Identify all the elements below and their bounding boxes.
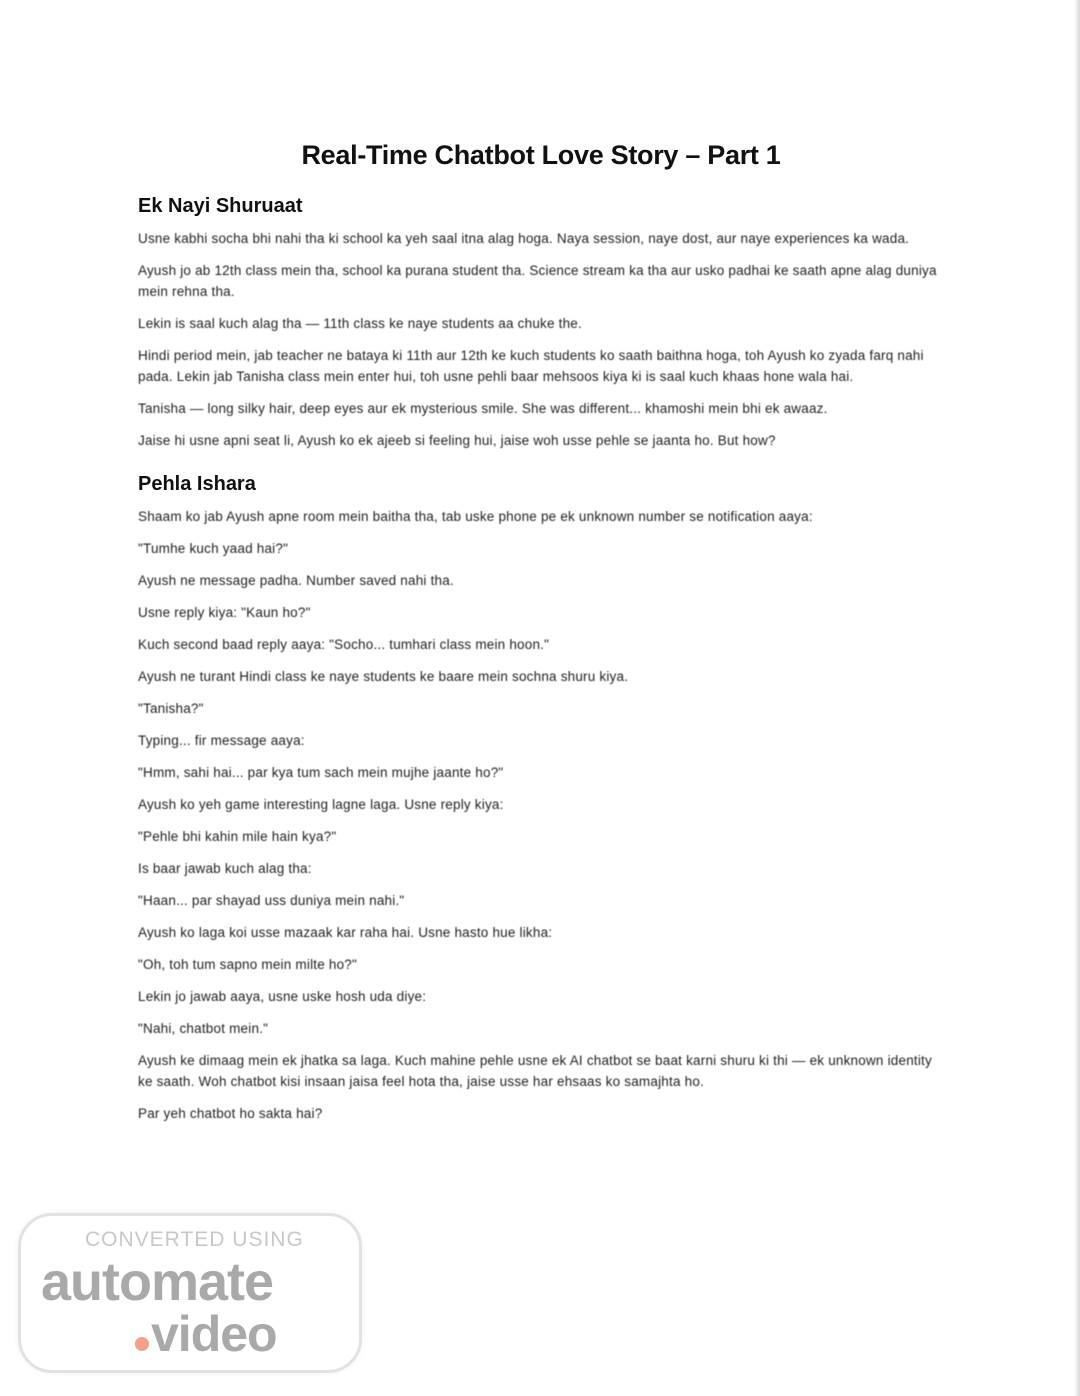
paragraph: Usne reply kiya: "Kaun ho?" xyxy=(138,605,311,620)
paragraph: "Pehle bhi kahin mile hain kya?" xyxy=(138,829,337,844)
paragraph: "Nahi, chatbot mein." xyxy=(138,1021,269,1036)
document-page xyxy=(138,140,938,1124)
dot-icon xyxy=(135,1337,149,1351)
paragraph: "Tanisha?" xyxy=(138,701,204,716)
paragraph: "Hmm, sahi hai... par kya tum sach mein mujhe jaante ho?" xyxy=(138,765,504,780)
paragraph: Tanisha — long silky hair, deep eyes aur ek mysterious smile. She was different... khamoshi mein bhi ek awaaz. xyxy=(138,401,828,416)
paragraph: Hindi period mein, jab teacher ne bataya ki 11th aur 12th ke kuch students ko saath baithna hoga, toh Ayush ko zyada farq nahi pada. Lekin jab Tanisha class mein enter hui, toh usne pehli baar mehsoos kiya ki is saal kuch khaas hone wala hai. xyxy=(138,348,924,384)
paragraph: Ayush ko yeh game interesting lagne laga. Usne reply kiya: xyxy=(138,797,504,812)
watermark-domain xyxy=(135,1308,277,1360)
paragraph: "Tumhe kuch yaad hai?" xyxy=(138,541,289,556)
paragraph: Kuch second baad reply aaya: "Socho... tumhari class mein hoon." xyxy=(138,637,550,652)
paragraph: Ayush ko laga koi usse mazaak kar raha hai. Usne hasto hue likha: xyxy=(138,925,553,940)
paragraph: Typing... fir message aaya: xyxy=(138,733,305,748)
paragraph: Shaam ko jab Ayush apne room mein baitha tha, tab uske phone pe ek unknown number se notification aaya: xyxy=(138,509,813,524)
paragraph: Par yeh chatbot ho sakta hai? xyxy=(138,1106,323,1121)
document-title: Real-Time Chatbot Love Story – Part 1 xyxy=(301,140,781,170)
section-body-ek-nayi-shuruaat xyxy=(138,228,938,451)
paragraph: Ayush jo ab 12th class mein tha, school ka purana student tha. Science stream ka tha aur usko padhai ke saath apne alag duniya mein rehna tha. xyxy=(138,263,937,299)
section-heading: Pehla Ishara xyxy=(138,473,256,495)
paragraph: Lekin is saal kuch alag tha — 11th class ke naye students aa chuke the. xyxy=(138,316,582,331)
paragraph: Ayush ne turant Hindi class ke naye students ke baare mein sochna shuru kiya. xyxy=(138,669,629,684)
paragraph: "Oh, toh tum sapno mein milte ho?" xyxy=(138,957,357,972)
section-body-pehla-ishara xyxy=(138,506,938,1124)
paragraph: Ayush ke dimaag mein ek jhatka sa laga. Kuch mahine pehle usne ek AI chatbot se baat karni shuru ki thi — ek unknown identity ke saath. Woh chatbot kisi insaan jaisa feel hota tha, jaise usse har ehsaas ko samajhta ho. xyxy=(138,1053,932,1089)
paragraph: "Haan... par shayad uss duniya mein nahi." xyxy=(138,893,405,908)
paragraph: Jaise hi usne apni seat li, Ayush ko ek ajeeb si feeling hui, jaise woh usse pehle se jaanta ho. But how? xyxy=(138,433,776,448)
watermark-caption: CONVERTED USING xyxy=(85,1228,304,1251)
paragraph: Lekin jo jawab aaya, usne uske hosh uda diye: xyxy=(138,989,427,1004)
paragraph: Ayush ne message padha. Number saved nahi tha. xyxy=(138,573,454,588)
watermark-brand: automate xyxy=(41,1252,274,1312)
watermark-domain-text: video xyxy=(151,1306,277,1362)
page-edge-shadow xyxy=(1074,0,1080,1396)
paragraph: Is baar jawab kuch alag tha: xyxy=(138,861,312,876)
watermark-badge xyxy=(18,1213,362,1373)
section-heading: Ek Nayi Shuruaat xyxy=(138,195,303,217)
paragraph: Usne kabhi socha bhi nahi tha ki school ka yeh saal itna alag hoga. Naya session, naye dost, aur naye experiences ka wada. xyxy=(138,231,910,246)
